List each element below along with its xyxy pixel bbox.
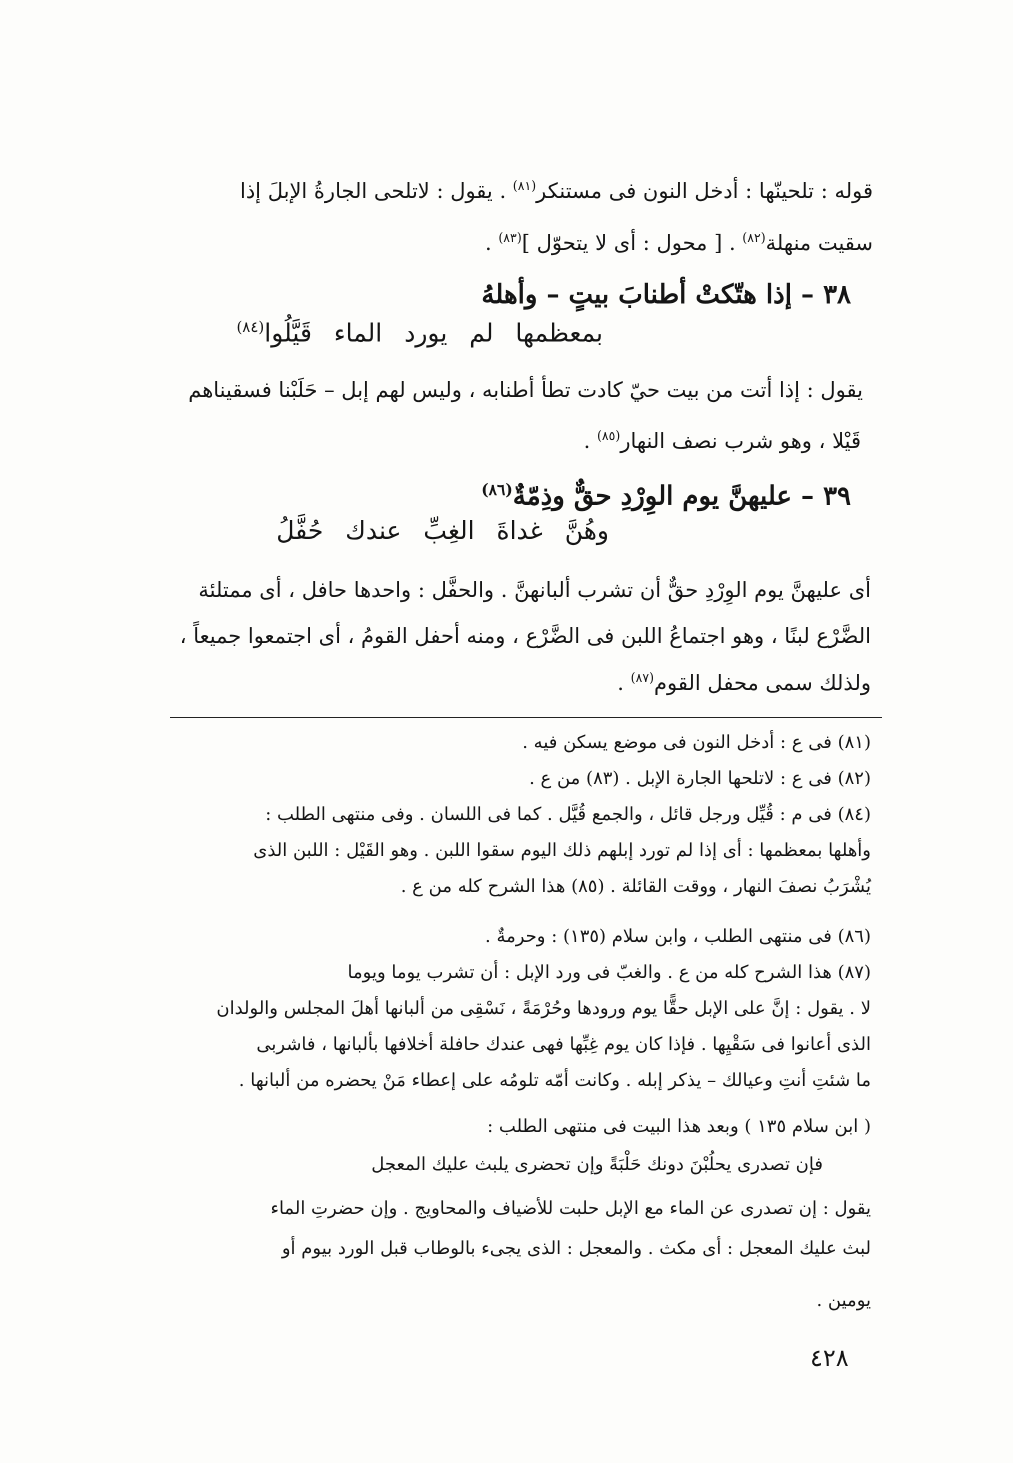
footnote-line: (٨٦) فى منتهى الطلب ، وابن سلام (١٣٥) : وحرمةٌ . <box>485 926 871 947</box>
main-line-2: سقيت منهلة$^{(٨٢)}$ . [ محول : أى لا يتحوّل ]$^{(٨٣)}$ . <box>485 230 873 255</box>
footnote-line: لا . يقول : إنَّ على الإبل حقًّا يوم ورودها وحُرْمَةً ، نَسْقِى من ألبانها أهلَ المجلس والولدان <box>216 998 871 1019</box>
footnote-line: (٨٢) فى ع : لاتلحها الجارة الإبل . (٨٣) من ع . <box>529 768 871 789</box>
verse-39-first-hemistich: ٣٩ – عليهنَّ يوم الوِرْدِ حقٌّ وذِمّةٌ$^{(٨٦)}$ <box>481 480 851 512</box>
footnote-line: ( ابن سلام ١٣٥ ) وبعد هذا البيت فى منتهى الطلب : <box>487 1116 871 1137</box>
main-line-1: قوله : تلحينّها : أدخل النون فى مستنكر$^{(٨١)}$ . يقول : لاتلحى الجارةُ الإبلَ إذا <box>240 178 873 203</box>
footnote-line: يومين . <box>816 1290 871 1311</box>
main-line-6: قَيْلا ، وهو شرب نصف النهار$^{(٨٥)}$ . <box>583 428 861 453</box>
footnote-line: (٨٧) هذا الشرح كله من ع . والغبّ فى ورد الإبل : أن تشرب يوما ويوما <box>347 962 871 983</box>
footnote-line: (٨٤) فى م : قُيِّل ورجل قائل ، والجمع قُيَّل . كما فى اللسان . وفى منتهى الطلب : <box>265 804 871 825</box>
main-line-10: الضَّرْع لبنًا ، وهو اجتماعُ اللبن فى الضَّرْع ، ومنه أحفل القومُ ، أى اجتمعوا جميعاً ، <box>179 624 871 648</box>
footnote-line: ما شئتِ أنتِ وعيالك – يذكر إبله . وكانت أمّه تلومُه على إعطاء مَنْ يحضره من ألبانها . <box>238 1070 871 1091</box>
page-number: ٤٢٨ <box>810 1344 849 1372</box>
footnote-line: وأهلها بمعظمها : أى إذا لم تورد إبلهم ذلك اليوم سقوا اللبن . وهو القَيْل : اللبن الذى <box>253 840 871 861</box>
footnote-line: يقول : إن تصدرى عن الماء مع الإبل حلبت للأضياف والمحاويج . وإن حضرتِ الماء <box>270 1198 871 1219</box>
footnote-line: الذى أعانوا فى سَقْيِها . فإذا كان يوم غِبِّها فهى عندك حافلة أخلافها بألبانها ، فاشربى <box>256 1034 871 1055</box>
footnote-verse: فإن تصدرى يحلُبْنَ دونك حَلْبَةً وإن تحضرى يلبث عليك المعجل <box>371 1154 823 1175</box>
main-line-11: ولذلك سمى محفل القوم$^{(٨٧)}$ . <box>617 670 871 695</box>
footnote-line: (٨١) فى ع : أدخل النون فى موضع يسكن فيه . <box>522 732 871 753</box>
footnote-line: لبث عليك المعجل : أى مكث . والمعجل : الذى يجىء بالوطاب قبل الورد بيوم أو <box>281 1238 871 1259</box>
main-line-9: أى عليهنَّ يوم الوِرْدِ حقٌّ أن تشرب ألبانهنَّ . والحفَّل : واحدها حافل ، أى ممتلئة <box>198 578 871 602</box>
footnote-separator <box>170 717 882 718</box>
verse-38-second-hemistich: بمعظمها لم يورد الماء قَيَّلُوا$^{(٨٤)}$ <box>236 318 603 348</box>
verse-39-second-hemistich: وهُنَّ غداةَ الغِبِّ عندك حُفَّلُ <box>276 516 609 545</box>
footnote-line: يُشْرَبُ نصفَ النهار ، ووقت القائلة . (٨٥) هذا الشرح كله من ع . <box>400 876 871 897</box>
main-line-5: يقول : إذا أتت من بيت حيّ كادت تطأ أطنابه ، وليس لهم إبل – حَلَبْنا فسقيناهم <box>188 378 863 402</box>
verse-38-first-hemistich: ٣٨ – إذا هتّكتْ أطنابَ بيتٍ – وأهلهُ <box>481 280 851 310</box>
